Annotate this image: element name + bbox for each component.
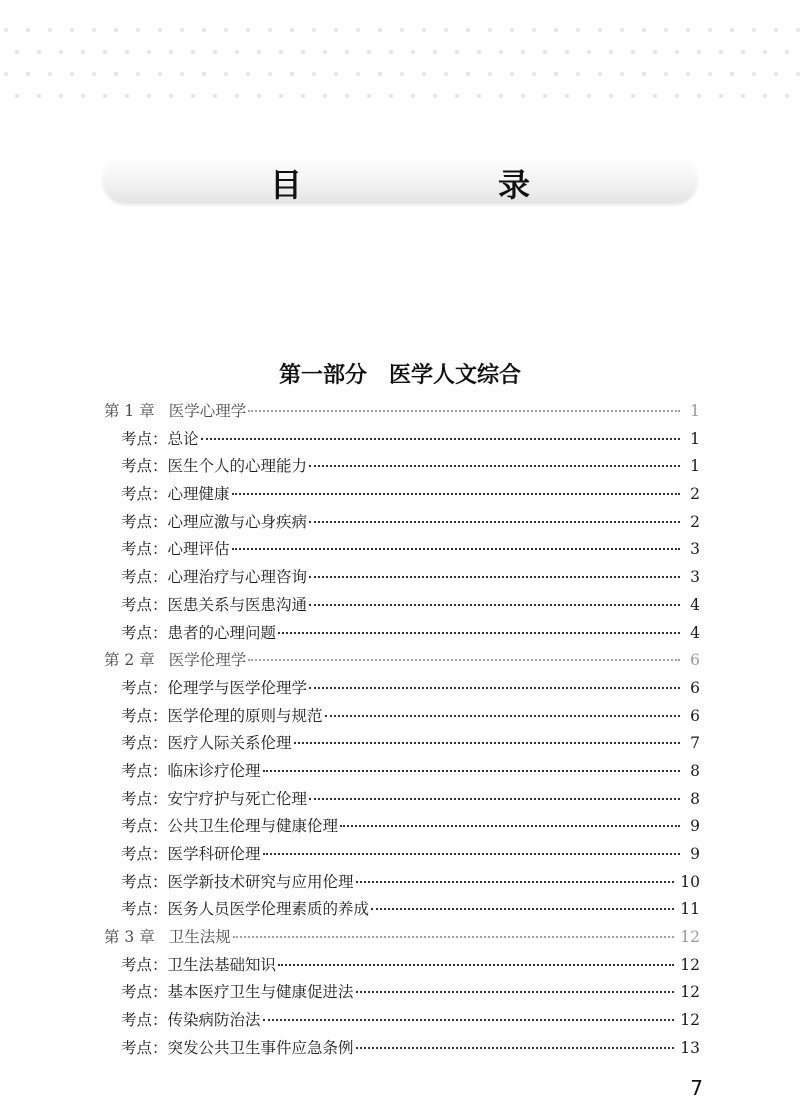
decorative-dot bbox=[48, 72, 52, 76]
decorative-dot bbox=[697, 94, 701, 98]
toc-heading-bar bbox=[103, 157, 697, 203]
decorative-dot bbox=[136, 28, 140, 32]
topic-title: 考点：临床诊疗伦理 bbox=[121, 761, 261, 780]
decorative-dot bbox=[26, 72, 30, 76]
toc-page-number: 6 bbox=[690, 706, 700, 725]
decorative-dot bbox=[268, 72, 272, 76]
dot-leader bbox=[248, 659, 680, 661]
decorative-dot bbox=[598, 72, 602, 76]
decorative-dot bbox=[774, 28, 778, 32]
topic-title: 考点：心理应激与心身疾病 bbox=[121, 512, 308, 531]
toc-topic-row[interactable] bbox=[104, 675, 700, 703]
topic-title: 考点：医学科研伦理 bbox=[121, 845, 261, 863]
toc-page-number: 3 bbox=[690, 540, 700, 559]
dot-leader bbox=[201, 438, 680, 440]
toc-page-number: 11 bbox=[680, 900, 700, 919]
toc-page-number: 4 bbox=[690, 623, 700, 642]
toc-page-number: 1 bbox=[690, 429, 700, 448]
decorative-dot bbox=[708, 28, 712, 32]
decorative-dot bbox=[543, 50, 547, 54]
decorative-dot bbox=[488, 72, 492, 76]
dot-leader bbox=[263, 770, 680, 772]
chapter-number: 第 1 章 bbox=[104, 402, 155, 420]
decorative-dot bbox=[675, 94, 679, 98]
decorative-dot bbox=[466, 28, 470, 32]
toc-topic-row[interactable] bbox=[104, 896, 700, 924]
decorative-dot bbox=[510, 28, 514, 32]
decorative-dot bbox=[92, 28, 96, 32]
toc-page-number: 12 bbox=[680, 928, 700, 947]
dot-leader bbox=[309, 798, 680, 800]
decorative-dot bbox=[334, 72, 338, 76]
chapter-title: 医学心理学 bbox=[168, 402, 247, 420]
toc-topic-row[interactable] bbox=[104, 481, 700, 509]
toc-topic-row[interactable] bbox=[104, 536, 700, 564]
decorative-dot bbox=[202, 72, 206, 76]
topic-title: 考点：医学新技术研究与应用伦理 bbox=[121, 872, 354, 891]
decorative-dot bbox=[367, 50, 371, 54]
decorative-dot bbox=[444, 28, 448, 32]
topic-title: 考点：患者的心理问题 bbox=[121, 623, 277, 642]
toc-topic-row[interactable] bbox=[104, 841, 700, 869]
dot-leader bbox=[278, 632, 680, 634]
toc-topic-row[interactable] bbox=[104, 620, 700, 648]
toc-page-number: 1 bbox=[690, 457, 700, 476]
decorative-dot bbox=[323, 50, 327, 54]
topic-title: 考点：医患关系与医患沟通 bbox=[121, 595, 308, 614]
decorative-dot bbox=[411, 94, 415, 98]
toc-page-number: 6 bbox=[690, 678, 700, 697]
decorative-dot bbox=[356, 28, 360, 32]
toc-page-number: 9 bbox=[690, 817, 700, 836]
decorative-dot bbox=[81, 94, 85, 98]
decorative-dot bbox=[796, 28, 800, 32]
decorative-dot bbox=[499, 50, 503, 54]
decorative-dot bbox=[510, 72, 514, 76]
decorative-dot bbox=[455, 94, 459, 98]
decorative-dot bbox=[70, 72, 74, 76]
decorative-dot bbox=[4, 72, 8, 76]
decorative-dot bbox=[422, 28, 426, 32]
decorative-dot bbox=[301, 94, 305, 98]
decorative-dot bbox=[708, 72, 712, 76]
decorative-dot bbox=[730, 28, 734, 32]
decorative-dot bbox=[125, 50, 129, 54]
topic-title: 考点：基本医疗卫生与健康促进法 bbox=[121, 983, 354, 1002]
decorative-dot bbox=[400, 72, 404, 76]
decorative-dot bbox=[213, 94, 217, 98]
topic-title: 考点：医疗人际关系伦理 bbox=[121, 734, 292, 753]
toc-topic-row[interactable] bbox=[104, 730, 700, 758]
decorative-dot bbox=[664, 72, 668, 76]
decorative-dot bbox=[719, 94, 723, 98]
decorative-dot bbox=[785, 50, 789, 54]
decorative-dot bbox=[26, 28, 30, 32]
decorative-dot bbox=[411, 50, 415, 54]
chapter-label bbox=[104, 647, 246, 675]
decorative-dot bbox=[81, 50, 85, 54]
decorative-dot bbox=[290, 28, 294, 32]
decorative-dot bbox=[752, 28, 756, 32]
topic-title: 考点：心理治疗与心理咨询 bbox=[121, 568, 308, 587]
decorative-dot bbox=[356, 72, 360, 76]
topic-title: 考点：医学伦理的原则与规范 bbox=[121, 706, 323, 725]
decorative-dot bbox=[103, 50, 107, 54]
toc-topic-row[interactable] bbox=[104, 703, 700, 731]
decorative-dot bbox=[191, 94, 195, 98]
decorative-dot bbox=[180, 28, 184, 32]
decorative-dot bbox=[477, 50, 481, 54]
decorative-dot bbox=[48, 28, 52, 32]
decorative-dot bbox=[246, 28, 250, 32]
toc-chapter-row[interactable] bbox=[104, 398, 700, 426]
decorative-dot bbox=[323, 94, 327, 98]
decorative-dot bbox=[730, 72, 734, 76]
decorative-dot bbox=[158, 28, 162, 32]
decorative-dot bbox=[565, 50, 569, 54]
decorative-dot bbox=[257, 50, 261, 54]
decorative-dot bbox=[543, 94, 547, 98]
toc-page-number: 7 bbox=[690, 734, 700, 753]
toc-page-number: 12 bbox=[680, 955, 700, 974]
dot-leader bbox=[309, 604, 680, 606]
decorative-dot bbox=[741, 94, 745, 98]
decorative-dot bbox=[191, 50, 195, 54]
toc-topic-row[interactable] bbox=[104, 426, 700, 454]
toc-page-number: 8 bbox=[690, 761, 700, 780]
toc-topic-row[interactable] bbox=[104, 813, 700, 841]
decorative-dot bbox=[312, 28, 316, 32]
decorative-dot bbox=[202, 28, 206, 32]
decorative-dot bbox=[444, 72, 448, 76]
decorative-dot bbox=[587, 50, 591, 54]
decorative-dot bbox=[675, 50, 679, 54]
topic-title: 考点：安宁疗护与死亡伦理 bbox=[121, 789, 308, 808]
topic-title: 考点：医务人员医学伦理素质的养成 bbox=[121, 900, 370, 919]
toc-topic-row[interactable] bbox=[104, 1035, 700, 1063]
toc-page-number: 2 bbox=[690, 512, 700, 531]
decorative-dot bbox=[15, 50, 19, 54]
chapter-title: 医学伦理学 bbox=[168, 651, 247, 670]
topic-title: 考点：伦理学与医学伦理学 bbox=[121, 678, 308, 697]
decorative-dot bbox=[422, 72, 426, 76]
decorative-dot bbox=[796, 72, 800, 76]
chapter-label bbox=[104, 398, 246, 426]
decorative-dot bbox=[587, 94, 591, 98]
toc-topic-row[interactable] bbox=[104, 509, 700, 537]
decorative-dot bbox=[125, 94, 129, 98]
decorative-dot bbox=[631, 50, 635, 54]
topic-title: 考点：医生个人的心理能力 bbox=[121, 457, 308, 476]
topic-title: 考点：公共卫生伦理与健康伦理 bbox=[121, 817, 339, 836]
toc-page-number: 9 bbox=[690, 845, 700, 863]
toc-page-number: 6 bbox=[690, 651, 700, 670]
decorative-dot bbox=[576, 28, 580, 32]
topic-title: 考点：卫生法基础知识 bbox=[121, 955, 277, 974]
dot-leader bbox=[309, 576, 680, 578]
toc-topic-row[interactable] bbox=[104, 592, 700, 620]
toc-page-number: 12 bbox=[680, 1011, 700, 1030]
page-number: 7 bbox=[690, 1076, 703, 1100]
decorative-dot bbox=[59, 94, 63, 98]
toc-page-number: 3 bbox=[690, 568, 700, 587]
decorative-dot bbox=[785, 94, 789, 98]
decorative-dot bbox=[697, 50, 701, 54]
toc-page-number: 8 bbox=[690, 789, 700, 808]
decorative-dot bbox=[378, 28, 382, 32]
decorative-dot bbox=[312, 72, 316, 76]
topic-title: 考点：心理评估 bbox=[121, 540, 230, 559]
dot-leader bbox=[325, 715, 680, 717]
topic-title: 考点：心理健康 bbox=[121, 485, 230, 504]
toc-topic-row[interactable] bbox=[104, 979, 700, 1007]
decorative-dot bbox=[686, 28, 690, 32]
toc-page-number: 13 bbox=[680, 1038, 700, 1057]
decorative-dot bbox=[169, 50, 173, 54]
dot-leader bbox=[294, 742, 680, 744]
dot-leader bbox=[233, 936, 675, 938]
decorative-dot bbox=[389, 94, 393, 98]
decorative-dot bbox=[664, 28, 668, 32]
decorative-dot bbox=[290, 72, 294, 76]
decorative-dot bbox=[719, 50, 723, 54]
decorative-dot bbox=[114, 28, 118, 32]
decorative-dot bbox=[268, 28, 272, 32]
decorative-dot bbox=[103, 94, 107, 98]
table-of-contents bbox=[104, 398, 700, 1063]
decorative-dot bbox=[224, 28, 228, 32]
dot-leader bbox=[309, 465, 680, 467]
decorative-dot bbox=[565, 94, 569, 98]
decorative-dot bbox=[224, 72, 228, 76]
dot-leader bbox=[263, 853, 680, 855]
part-title bbox=[0, 358, 800, 389]
dot-leader bbox=[248, 410, 680, 412]
decorative-dot bbox=[367, 94, 371, 98]
toc-topic-row[interactable] bbox=[104, 869, 700, 897]
dot-leader bbox=[340, 825, 680, 827]
dot-leader bbox=[232, 548, 680, 550]
decorative-dot bbox=[15, 94, 19, 98]
chapter-number: 第 2 章 bbox=[104, 651, 155, 670]
decorative-dot bbox=[455, 50, 459, 54]
decorative-dot bbox=[642, 28, 646, 32]
decorative-dot bbox=[235, 94, 239, 98]
decorative-dot bbox=[400, 28, 404, 32]
decorative-dot bbox=[532, 28, 536, 32]
toc-topic-row[interactable] bbox=[104, 786, 700, 814]
part-label: 第一部分 bbox=[278, 362, 367, 388]
dot-leader bbox=[278, 964, 674, 966]
toc-page-number: 2 bbox=[690, 485, 700, 504]
toc-page-number: 10 bbox=[680, 872, 700, 891]
decorative-dot bbox=[741, 50, 745, 54]
decorative-dot bbox=[70, 28, 74, 32]
decorative-dot bbox=[301, 50, 305, 54]
chapter-number: 第 3 章 bbox=[104, 928, 155, 947]
decorative-dot bbox=[334, 28, 338, 32]
decorative-dot bbox=[37, 50, 41, 54]
chapter-title: 卫生法规 bbox=[168, 928, 231, 947]
decorative-dot bbox=[136, 72, 140, 76]
chapter-label bbox=[104, 924, 231, 952]
decorative-dot bbox=[433, 94, 437, 98]
toc-topic-row[interactable] bbox=[104, 1007, 700, 1035]
decorative-dot bbox=[763, 50, 767, 54]
toc-topic-row[interactable] bbox=[104, 952, 700, 980]
decorative-dot bbox=[477, 94, 481, 98]
decorative-dot bbox=[466, 72, 470, 76]
decorative-dot bbox=[345, 50, 349, 54]
decorative-dot bbox=[147, 94, 151, 98]
decorative-dot bbox=[235, 50, 239, 54]
decorative-dot bbox=[554, 28, 558, 32]
decorative-dot bbox=[774, 72, 778, 76]
decorative-dot bbox=[378, 72, 382, 76]
decorative-dot bbox=[642, 72, 646, 76]
toc-page-number: 12 bbox=[680, 983, 700, 1002]
decorative-dot bbox=[499, 94, 503, 98]
topic-title: 考点：总论 bbox=[121, 429, 199, 448]
decorative-dot bbox=[532, 72, 536, 76]
decorative-dot bbox=[279, 94, 283, 98]
toc-heading: 目 录 bbox=[269, 166, 574, 204]
decorative-dot bbox=[433, 50, 437, 54]
decorative-dot bbox=[4, 28, 8, 32]
decorative-dot bbox=[147, 50, 151, 54]
decorative-dot bbox=[620, 28, 624, 32]
decorative-dot bbox=[37, 94, 41, 98]
decorative-dot-pattern bbox=[0, 0, 800, 115]
decorative-dot bbox=[389, 50, 393, 54]
dot-leader bbox=[232, 493, 680, 495]
decorative-dot bbox=[609, 94, 613, 98]
topic-title: 考点：传染病防治法 bbox=[121, 1011, 261, 1030]
decorative-dot bbox=[763, 94, 767, 98]
decorative-dot bbox=[158, 72, 162, 76]
toc-page-number: 1 bbox=[690, 402, 700, 420]
decorative-dot bbox=[59, 50, 63, 54]
dot-leader bbox=[309, 687, 680, 689]
decorative-dot bbox=[620, 72, 624, 76]
decorative-dot bbox=[92, 72, 96, 76]
dot-leader bbox=[356, 991, 675, 993]
toc-topic-row[interactable] bbox=[104, 564, 700, 592]
decorative-dot bbox=[686, 72, 690, 76]
decorative-dot bbox=[169, 94, 173, 98]
decorative-dot bbox=[653, 50, 657, 54]
decorative-dot bbox=[521, 50, 525, 54]
dot-leader bbox=[356, 1047, 675, 1049]
decorative-dot bbox=[752, 72, 756, 76]
decorative-dot bbox=[257, 94, 261, 98]
decorative-dot bbox=[246, 72, 250, 76]
decorative-dot bbox=[554, 72, 558, 76]
toc-page-number: 4 bbox=[690, 595, 700, 614]
dot-leader bbox=[309, 521, 680, 523]
decorative-dot bbox=[631, 94, 635, 98]
toc-chapter-row[interactable] bbox=[104, 924, 700, 952]
toc-topic-row[interactable] bbox=[104, 453, 700, 481]
decorative-dot bbox=[653, 94, 657, 98]
decorative-dot bbox=[521, 94, 525, 98]
topic-title: 考点：突发公共卫生事件应急条例 bbox=[121, 1038, 354, 1057]
dot-leader bbox=[356, 881, 675, 883]
decorative-dot bbox=[279, 50, 283, 54]
decorative-dot bbox=[345, 94, 349, 98]
decorative-dot bbox=[488, 28, 492, 32]
decorative-dot bbox=[180, 72, 184, 76]
decorative-dot bbox=[114, 72, 118, 76]
decorative-dot bbox=[576, 72, 580, 76]
decorative-dot bbox=[213, 50, 217, 54]
decorative-dot bbox=[598, 28, 602, 32]
toc-chapter-row[interactable] bbox=[104, 647, 700, 675]
dot-leader bbox=[371, 908, 674, 910]
toc-topic-row[interactable] bbox=[104, 758, 700, 786]
part-name: 医学人文综合 bbox=[389, 362, 522, 388]
dot-leader bbox=[263, 1019, 675, 1021]
decorative-dot bbox=[609, 50, 613, 54]
